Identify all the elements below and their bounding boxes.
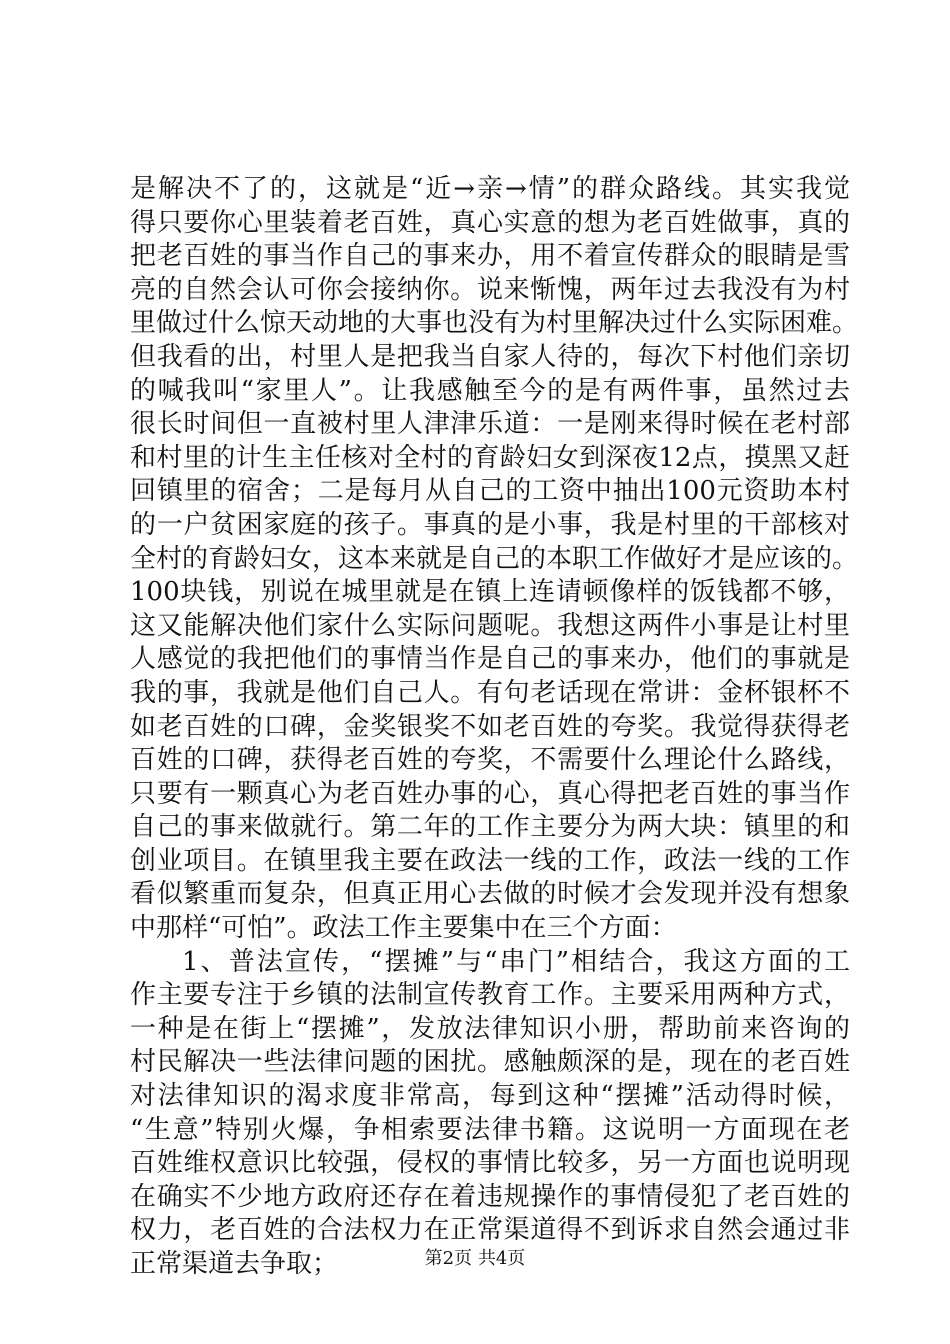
text-line: 作主要专注于乡镇的法制宣传教育工作。主要采用两种方式， <box>130 980 850 1011</box>
text-line: 的喊我叫“家里人”。让我感触至今的是有两件事，虽然过去 <box>130 375 850 406</box>
text-line: 自己的事来做就行。第二年的工作主要分为两大块：镇里的和 <box>130 812 850 843</box>
text-line: 和村里的计生主任核对全村的育龄妇女到深夜12点，摸黑又赶 <box>130 442 850 473</box>
text-line: 得只要你心里装着老百姓，真心实意的想为老百姓做事，真的 <box>130 207 850 238</box>
text-line: 人感觉的我把他们的事情当作是自己的事来办，他们的事就是 <box>130 644 850 675</box>
text-line: 全村的育龄妇女，这本来就是自己的本职工作做好才是应该的。 <box>130 543 859 574</box>
text-line: 里做过什么惊天动地的大事也没有为村里解决过什么实际困难。 <box>130 308 859 339</box>
text-line: 是解决不了的，这就是“近→亲→情”的群众路线。其实我觉 <box>130 174 850 204</box>
text-line: 如老百姓的口碑，金奖银奖不如老百姓的夸奖。我觉得获得老 <box>130 711 850 742</box>
text-line: 权力，老百姓的合法权力在正常渠道得不到诉求自然会通过非 <box>130 1215 850 1246</box>
text-line: 对法律知识的渴求度非常高，每到这种“摆摊”活动得时候， <box>130 1081 850 1112</box>
text-line: 只要有一颗真心为老百姓办事的心，真心得把老百姓的事当作 <box>130 778 850 809</box>
text-line: 100块钱，别说在城里就是在镇上连请顿像样的饭钱都不够， <box>130 577 850 608</box>
text-line: 的一户贫困家庭的孩子。事真的是小事，我是村里的干部核对 <box>130 509 850 540</box>
text-line: 在确实不少地方政府还存在着违规操作的事情侵犯了老百姓的 <box>130 1181 850 1212</box>
text-line: 创业项目。在镇里我主要在政法一线的工作，政法一线的工作 <box>130 845 850 876</box>
text-line: 村民解决一些法律问题的困扰。感触颇深的是，现在的老百姓 <box>130 1047 850 1078</box>
text-line: 很长时间但一直被村里人津津乐道：一是刚来得时候在老村部 <box>130 409 850 440</box>
text-line: 百姓维权意识比较强，侵权的事情比较多，另一方面也说明现 <box>130 1148 850 1179</box>
text-line: 正常渠道去争取； <box>130 1249 339 1279</box>
text-line: “生意”特别火爆，争相索要法律书籍。这说明一方面现在老 <box>130 1114 850 1145</box>
text-line: 看似繁重而复杂，但真正用心去做的时候才会发现并没有想象 <box>130 879 850 910</box>
text-line: 把老百姓的事当作自己的事来办，用不着宣传群众的眼睛是雪 <box>130 241 850 272</box>
text-line: 1、普法宣传，“摆摊”与“串门”相结合，我这方面的工 <box>182 946 850 977</box>
text-line: 回镇里的宿舍；二是每月从自己的工资中抽出100元资助本村 <box>130 476 850 507</box>
page-footer <box>0 1244 950 1270</box>
text-line: 这又能解决他们家什么实际问题呢。我想这两件小事是让村里 <box>130 610 850 641</box>
page-number-label: 第2页 共4页 <box>424 1248 526 1269</box>
text-line: 但我看的出，村里人是把我当自家人待的，每次下村他们亲切 <box>130 341 850 372</box>
text-line: 亮的自然会认可你会接纳你。说来惭愧，两年过去我没有为村 <box>130 274 850 305</box>
text-line: 百姓的口碑，获得老百姓的夸奖，不需要什么理论什么路线， <box>130 745 850 776</box>
text-line: 中那样“可怕”。政法工作主要集中在三个方面： <box>130 913 677 944</box>
text-line: 一种是在街上“摆摊”，发放法律知识小册，帮助前来咨询的 <box>130 1013 850 1044</box>
body-text <box>130 173 859 1282</box>
text-line: 我的事，我就是他们自己人。有句老话现在常讲：金杯银杯不 <box>130 677 850 708</box>
